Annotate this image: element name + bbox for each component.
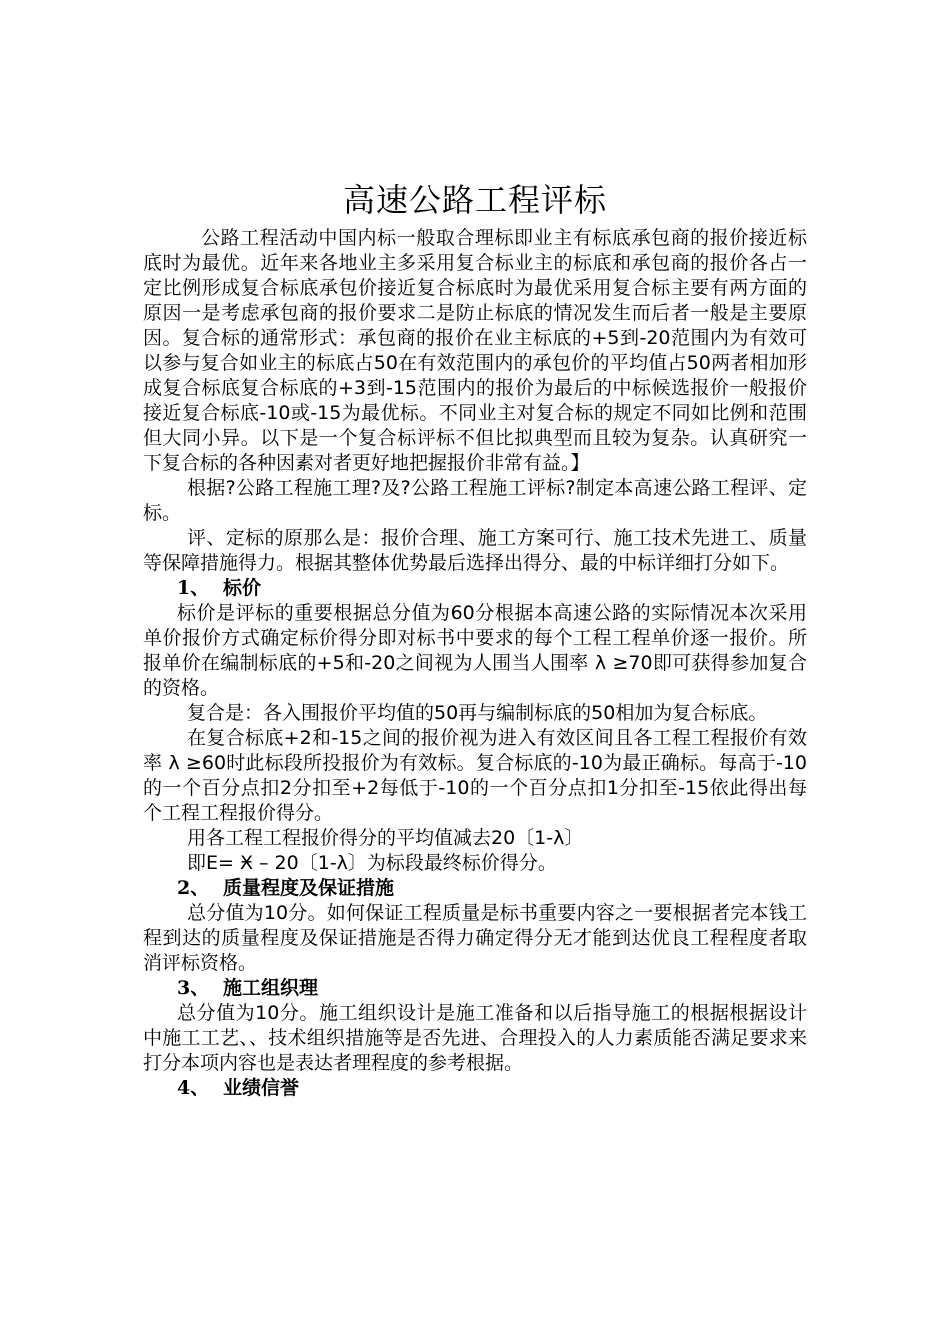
section-1-paragraph: 用各工程工程报价得分的平均值减去20〔1-λ〕	[187, 827, 584, 849]
section-heading-1	[143, 576, 807, 601]
document-title: 高速公路工程评标	[342, 181, 607, 219]
intro-paragraph: 公路工程活动中国内标一般取合理标即业主有标底承包商的报价接近标底时为最优。近年来各地业主多采用复合标业主的标底和承包商的报价各占一定比例形成复合标底承包价接近复合标底时为最优采用复合标主要有两方面的原因一是考虑承包商的报价要求二是防止标底的情况发生而后者一般是主要原因。复合标的通常形式：承包商的报价在业主标底的+5到-20范围内为有效可以参与复合如业主的标底占50在有效范围内的承包价的平均值占50两者相加形成复合标底复合标底的+3到-15范围内的报价为最后的中标候选报价一般报价接近复合标底-10或-15为最优标。不同业主对复合标的规定不同如比例和范围但大同小异。以下是一个复合标评标不但比拟典型而且较为复杂。认真研究一下复合标的各种因素对者更好地把握报价非常有益。】	[143, 227, 807, 474]
section-number: 4、	[177, 1077, 210, 1099]
section-title: 施工组织理	[223, 977, 319, 999]
section-title: 业绩信誉	[223, 1077, 300, 1099]
section-2-paragraph: 总分值为10分。如何保证工程质量是标书重要内容之一要根据者完本钱工程到达的质量程度及保证措施是否得力确定得分无才能到达优良工程程度者取消评标资格。	[143, 902, 807, 974]
section-number: 2、	[177, 877, 210, 899]
basis-paragraph: 根据?公路工程施工理?及?公路工程施工评标?制定本高速公路工程评、定标。	[143, 477, 807, 524]
section-1-paragraph: 复合是：各入围报价平均值的50再与编制标底的50相加为复合标底。	[187, 702, 768, 724]
section-number: 3、	[177, 977, 210, 999]
section-3-paragraph: 总分值为10分。施工组织设计是施工准备和以后指导施工的根据根据设计中施工工艺、、技术组织措施等是否先进、合理投入的人力素质能否满足要求来打分本项内容也是表达者理程度的参考根据。	[143, 1002, 807, 1074]
principle-paragraph: 评、定标的原那么是：报价合理、施工方案可行、施工技术先进工、质量等保障措施得力。根据其整体优势最后选择出得分、最的中标详细打分如下。	[143, 527, 807, 574]
section-heading-4	[143, 1076, 807, 1101]
section-1-paragraph: 在复合标底+2和-15之间的报价视为进入有效区间且各工程工程报价有效率 λ ≥60时此标段所投报价为有效标。复合标底的-10为最正确标。每高于-10的一个百分点扣2分扣至+2每低于-10的一个百分点扣1分扣至-15依此得出每个工程工程报价得分。	[143, 727, 807, 824]
section-number: 1、	[177, 577, 210, 599]
section-title: 标价	[223, 577, 262, 599]
document-page	[143, 178, 807, 1101]
section-heading-2	[143, 876, 807, 901]
section-title: 质量程度及保证措施	[223, 877, 395, 899]
section-1-paragraph: 即E= Ӿ – 20〔1-λ〕为标段最终标价得分。	[187, 852, 557, 874]
section-1-paragraph: 标价是评标的重要根据总分值为60分根据本高速公路的实际情况本次采用单价报价方式确定标价得分即对标书中要求的每个工程工程单价逐一报价。所报单价在编制标底的+5和-20之间视为人围当人围率 λ ≥70即可获得参加复合的资格。	[143, 602, 807, 699]
section-heading-3	[143, 976, 807, 1001]
